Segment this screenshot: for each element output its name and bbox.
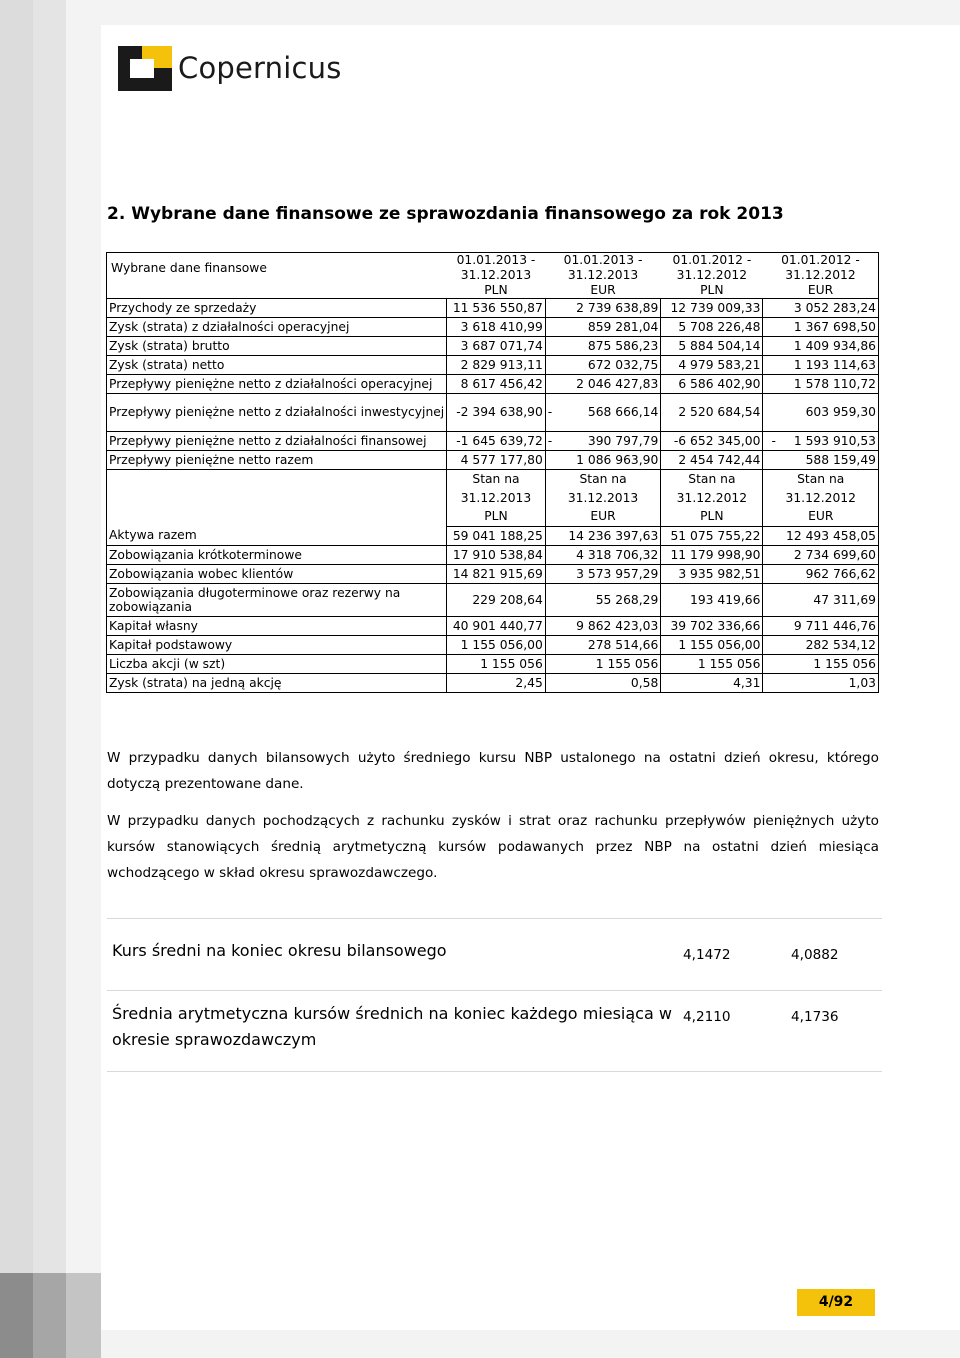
table-row: Przepływy pieniężne netto razem 4 577 177,80 1 086 963,90 2 454 742,44 588 159,49 — [107, 451, 879, 470]
currency-header: EUR — [763, 508, 879, 527]
balance-header: Stan na — [447, 470, 546, 489]
currency-header: PLN — [661, 508, 763, 527]
rate-value-2012: 4,0882 — [791, 947, 839, 963]
logo-mark-icon — [118, 46, 172, 91]
period-header: 01.01.2013 - — [456, 253, 536, 267]
left-stripe-bottom-3 — [66, 1273, 101, 1358]
table-row: Zobowiązania krótkoterminowe 17 910 538,84 4 318 706,32 11 179 998,90 2 734 699,60 — [107, 546, 879, 565]
balance-header: 31.12.2013 — [545, 489, 661, 508]
header-label: Wybrane dane finansowe — [107, 253, 447, 284]
left-stripe-bottom-1 — [0, 1273, 33, 1358]
divider — [107, 1071, 882, 1072]
section-heading: 2. Wybrane dane finansowe ze sprawozdania finansowego za rok 2013 — [107, 204, 784, 224]
table-row: Zysk (strata) na jedną akcję 2,45 0,58 4,31 1,03 — [107, 674, 879, 693]
rate-value-2013: 4,1472 — [683, 947, 731, 963]
currency-header: PLN — [447, 508, 546, 527]
table-row: Kapitał własny 40 901 440,77 9 862 423,03 39 702 336,66 9 711 446,76 — [107, 617, 879, 636]
table-row: Liczba akcji (w szt) 1 155 056 1 155 056 1 155 056 1 155 056 — [107, 655, 879, 674]
divider — [107, 918, 882, 919]
note-paragraph: W przypadku danych bilansowych użyto średniego kursu NBP ustalonego na ostatni dzień okresu, którego dotyczą prezentowane dane. — [107, 750, 879, 792]
table-row: Przychody ze sprzedaży 11 536 550,87 2 739 638,89 12 739 009,33 3 052 283,24 — [107, 299, 879, 318]
page-number: 4/92 — [797, 1289, 875, 1316]
balance-header: 31.12.2013 — [447, 489, 546, 508]
left-stripe-2 — [33, 0, 66, 1358]
currency-header: EUR — [545, 283, 661, 299]
table-header-row — [107, 253, 879, 269]
period-header: 31.12.2013 — [567, 268, 639, 282]
balance-header: 31.12.2012 — [661, 489, 763, 508]
currency-header: PLN — [447, 283, 546, 299]
table-row: Zobowiązania długoterminowe oraz rezerwy na zobowiązania 229 208,64 55 268,29 193 419,66 47 311,69 — [107, 584, 879, 617]
bottom-band — [101, 1330, 960, 1358]
period-header: 31.12.2012 — [763, 268, 879, 283]
table-row: Przepływy pieniężne netto z działalności finansowej -1 645 639,72 - 390 797,79 -6 652 345,00 - 1 593 910,53 — [107, 432, 879, 451]
rate-value-2013: 4,2110 — [683, 1009, 731, 1025]
balance-header-row — [107, 470, 879, 489]
rate-value-2012: 4,1736 — [791, 1009, 839, 1025]
logo-text: Copernicus — [178, 51, 342, 85]
balance-header: Stan na — [763, 470, 879, 489]
currency-header: EUR — [545, 508, 661, 527]
period-header: 01.01.2012 - — [781, 253, 860, 267]
period-header: 31.12.2013 — [460, 268, 532, 282]
note-paragraph: W przypadku danych pochodzących z rachunku zysków i strat oraz rachunku przepływów pieniężnych użyto kursów stanowiących średnią arytmetyczną kursów podawanych przez NBP na ostatni dzień miesiąca wchodzącego w skład okresu sprawozdawczego. — [107, 813, 879, 881]
financial-data-table — [106, 252, 879, 693]
rate-label: Średnia arytmetyczna kursów średnich na koniec każdego miesiąca w okresie sprawozdawczym — [112, 1004, 672, 1049]
period-header: 01.01.2013 - — [563, 253, 643, 267]
table-row: Przepływy pieniężne netto z działalności operacyjnej 8 617 456,42 2 046 427,83 6 586 402,90 1 578 110,72 — [107, 375, 879, 394]
table-row: Zysk (strata) z działalności operacyjnej 3 618 410,99 859 281,04 5 708 226,48 1 367 698,50 — [107, 318, 879, 337]
balance-header: Stan na — [545, 470, 661, 489]
table-row: Kapitał podstawowy 1 155 056,00 278 514,66 1 155 056,00 282 534,12 — [107, 636, 879, 655]
table-row: Aktywa razem 59 041 188,25 14 236 397,63 51 075 755,22 12 493 458,05 — [107, 527, 879, 546]
currency-header: PLN — [661, 283, 763, 299]
table-row: Przepływy pieniężne netto z działalności inwestycyjnej -2 394 638,90 - 568 666,14 2 520 684,54 603 959,30 — [107, 394, 879, 432]
left-stripe-3 — [66, 0, 101, 1358]
period-header: 01.01.2012 - — [672, 253, 752, 267]
period-header: 31.12.2012 — [676, 268, 748, 282]
table-row: Zysk (strata) brutto 3 687 071,74 875 586,23 5 884 504,14 1 409 934,86 — [107, 337, 879, 356]
table-row: Zysk (strata) netto 2 829 913,11 672 032,75 4 979 583,21 1 193 114,63 — [107, 356, 879, 375]
rate-label: Kurs średni na koniec okresu bilansowego — [112, 941, 447, 960]
balance-header: 31.12.2012 — [763, 489, 879, 508]
table-row: Zobowiązania wobec klientów 14 821 915,69 3 573 957,29 3 935 982,51 962 766,62 — [107, 565, 879, 584]
left-stripe-1 — [0, 0, 33, 1358]
balance-header: Stan na — [661, 470, 763, 489]
divider — [107, 990, 882, 991]
left-stripe-bottom-2 — [33, 1273, 66, 1358]
company-logo — [118, 44, 342, 92]
currency-header: EUR — [763, 283, 879, 299]
top-band — [101, 0, 960, 25]
